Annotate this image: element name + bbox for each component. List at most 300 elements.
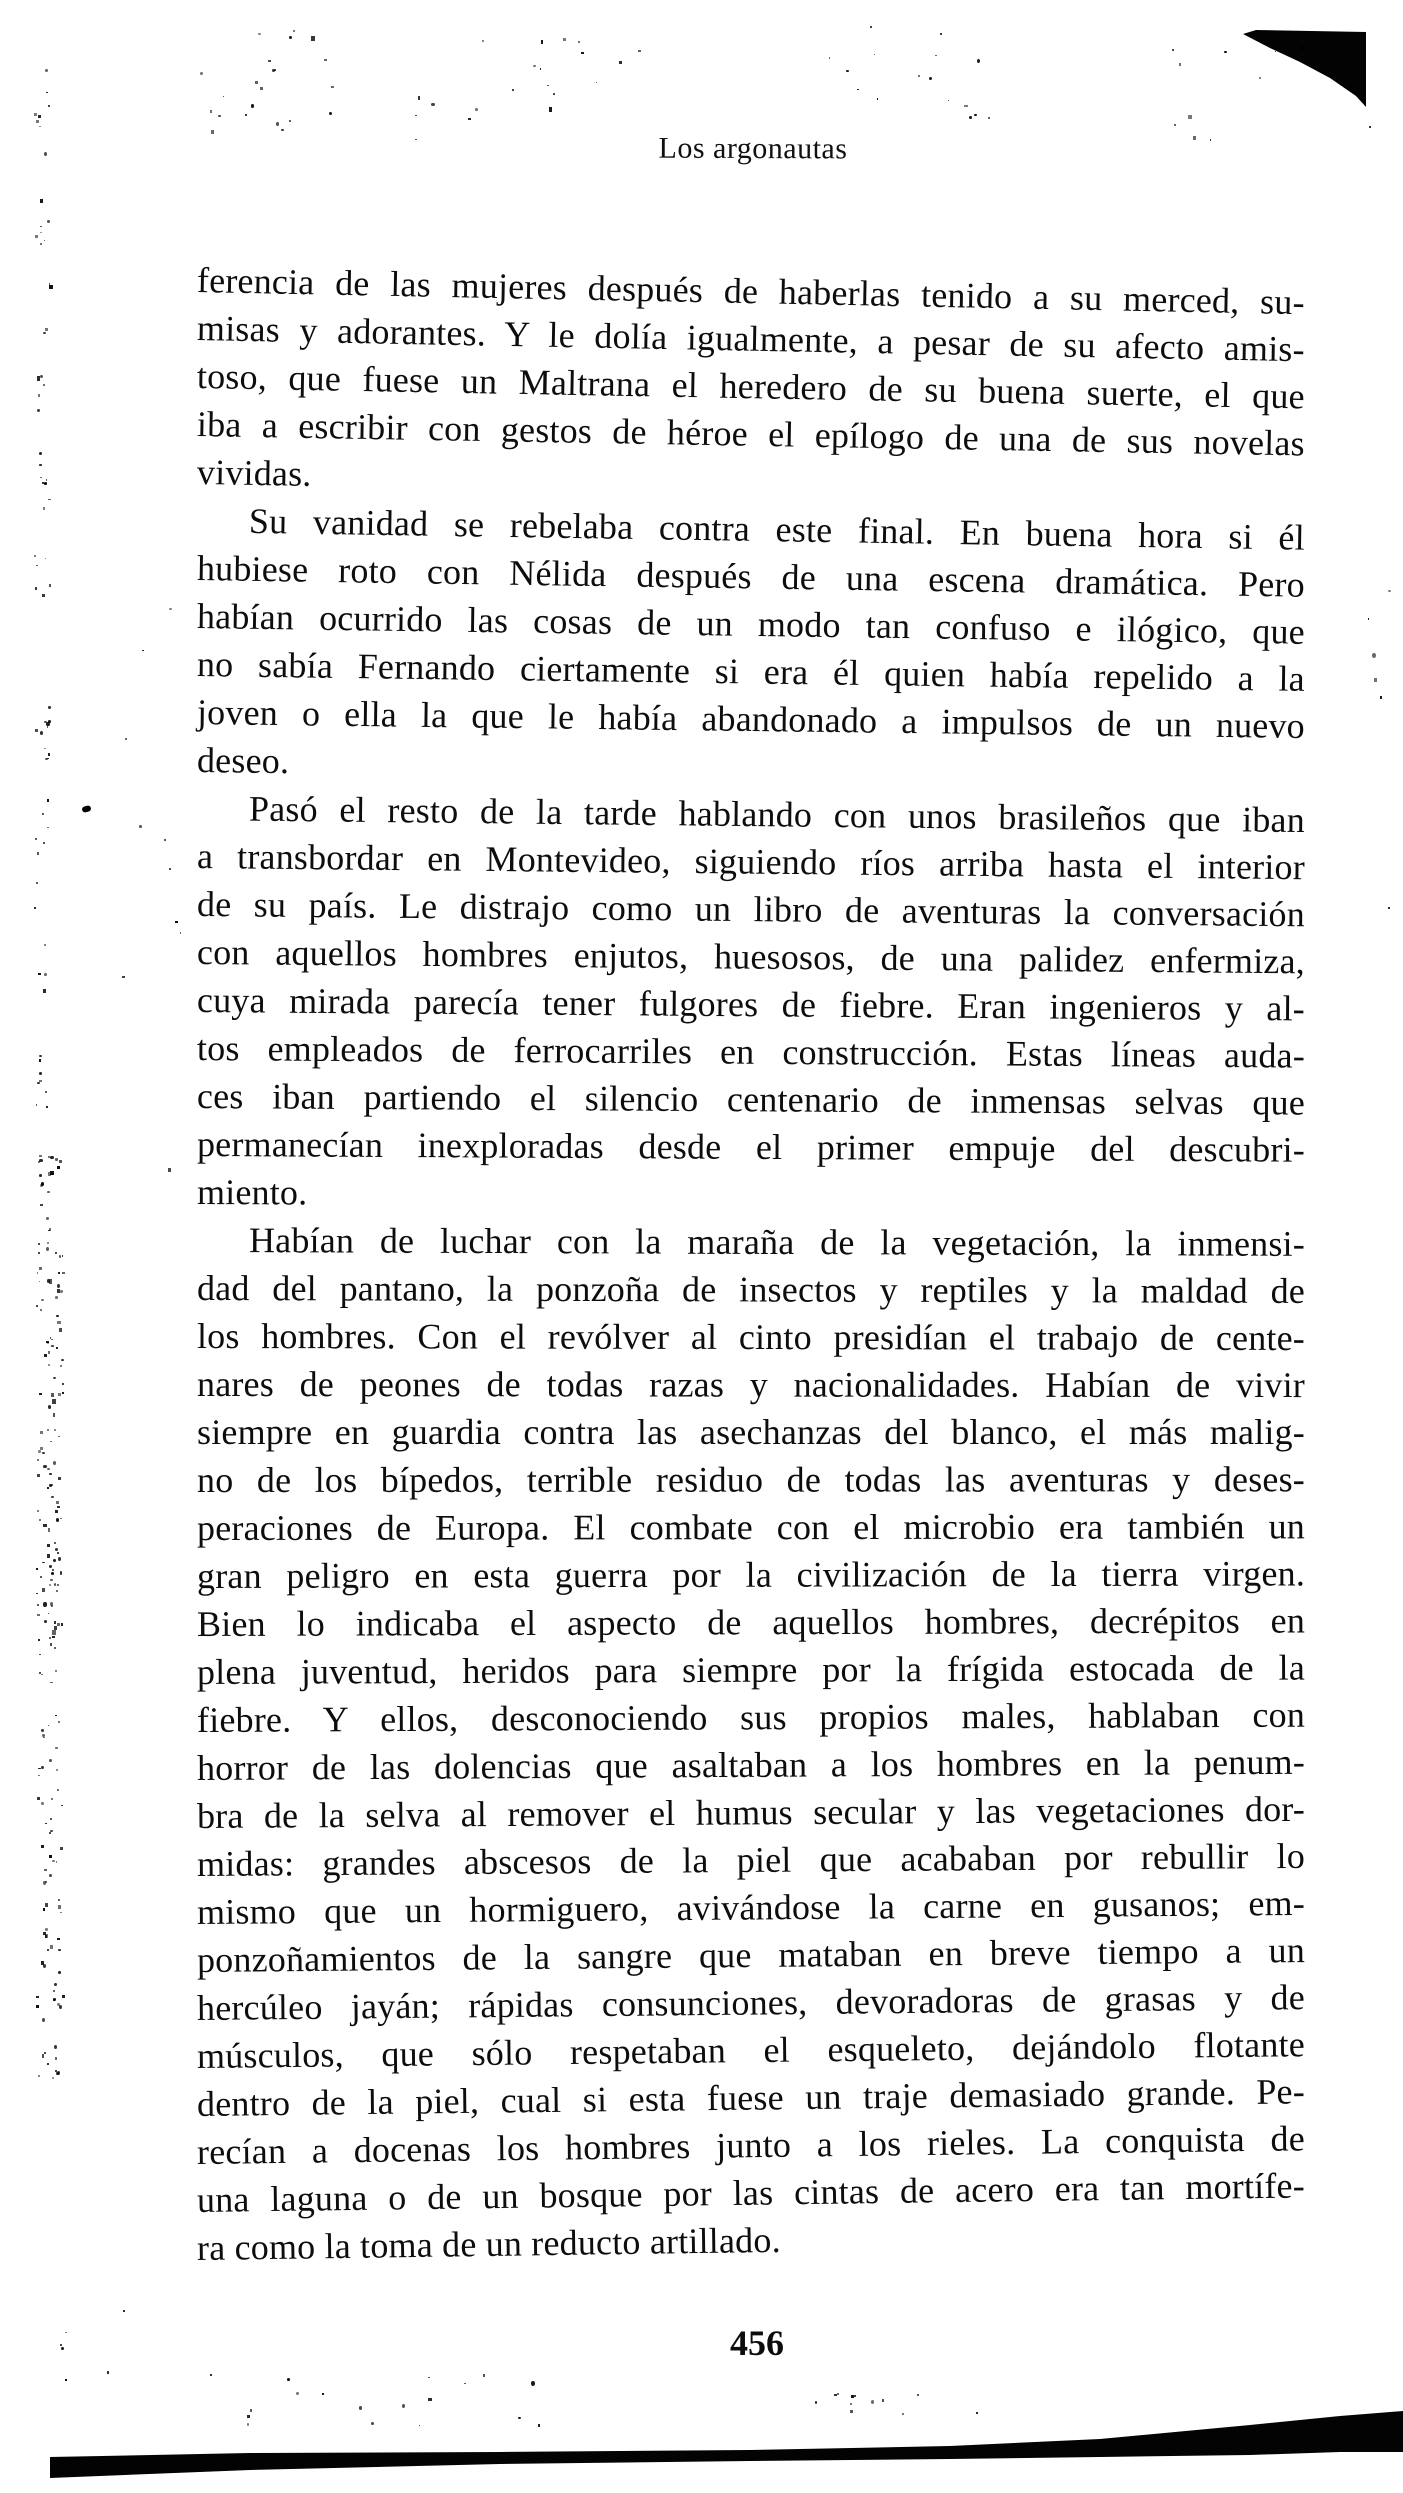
noise-dot bbox=[483, 2374, 485, 2376]
noise-dot bbox=[940, 33, 943, 35]
noise-dot bbox=[935, 55, 937, 56]
noise-dot bbox=[43, 1737, 45, 1738]
running-head-title: Los argonautas bbox=[658, 131, 848, 166]
noise-dot bbox=[139, 825, 141, 828]
noise-dot bbox=[55, 1510, 58, 1513]
noise-dot bbox=[857, 89, 859, 90]
noise-dot bbox=[49, 1855, 52, 1857]
noise-dot bbox=[42, 1734, 45, 1737]
text-line: músculos, que sólo respetaban el esqueleto, dejándolo flotante bbox=[196, 2024, 1306, 2076]
noise-dot bbox=[1388, 590, 1391, 592]
noise-dot bbox=[200, 72, 203, 75]
noise-dot bbox=[47, 827, 49, 828]
noise-dot bbox=[39, 1059, 41, 1062]
noise-dot bbox=[37, 1082, 40, 1084]
noise-dot bbox=[245, 114, 248, 116]
noise-dot bbox=[48, 105, 51, 107]
noise-dot bbox=[53, 1559, 56, 1562]
noise-dot bbox=[57, 1584, 59, 1587]
noise-dot bbox=[41, 1961, 44, 1965]
noise-dot bbox=[62, 1392, 65, 1394]
noise-dot bbox=[47, 726, 49, 728]
text-line: toso, que fuese un Maltrana el heredero de su buena suerte, el que bbox=[196, 356, 1306, 417]
noise-dot bbox=[49, 584, 51, 587]
noise-dot bbox=[58, 1971, 61, 1974]
noise-dot bbox=[1300, 46, 1303, 50]
noise-dot bbox=[58, 1949, 61, 1951]
noise-dot bbox=[49, 1874, 52, 1877]
noise-dot bbox=[56, 1518, 59, 1522]
noise-dot bbox=[65, 2379, 67, 2380]
noise-dot bbox=[60, 1365, 62, 1367]
text-line: ferencia de las mujeres después de haberlas tenido a su merced, su- bbox=[196, 260, 1306, 323]
noise-dot bbox=[168, 1168, 171, 1172]
noise-dot bbox=[44, 721, 47, 723]
noise-dot bbox=[62, 1383, 64, 1385]
noise-dot bbox=[51, 1174, 53, 1175]
noise-dot bbox=[62, 1995, 65, 1998]
noise-dot bbox=[917, 2394, 919, 2396]
noise-dot bbox=[518, 2417, 521, 2419]
text-line: no de los bípedos, terrible residuo de todas las aventuras y deses- bbox=[196, 1459, 1306, 1500]
noise-dot bbox=[123, 2310, 125, 2312]
noise-dot bbox=[540, 68, 542, 70]
noise-dot bbox=[35, 235, 38, 238]
noise-dot bbox=[51, 1605, 53, 1607]
text-line: hercúleo jayán; rápidas consunciones, devoradoras de grasas y de bbox=[196, 1977, 1306, 2028]
noise-dot bbox=[431, 103, 434, 106]
noise-dot bbox=[53, 1990, 55, 1993]
noise-dot bbox=[274, 69, 276, 71]
text-line: peraciones de Europa. El combate con el microbio era también un bbox=[196, 1506, 1306, 1548]
noise-dot bbox=[415, 115, 417, 116]
noise-dot bbox=[55, 1670, 57, 1672]
noise-dot bbox=[47, 1487, 50, 1489]
scan-corner-artifact bbox=[1243, 30, 1366, 107]
text-line: joven o ella la que le había abandonado a impulsos de un nuevo bbox=[196, 692, 1306, 746]
text-line: plena juventud, heridos para siempre por la frígida estocada de la bbox=[196, 1647, 1306, 1692]
noise-dot bbox=[974, 114, 977, 117]
noise-dot bbox=[62, 1272, 65, 1274]
noise-dot bbox=[57, 2003, 60, 2006]
noise-dot bbox=[56, 1590, 59, 1592]
noise-dot bbox=[1368, 618, 1370, 620]
noise-dot bbox=[359, 2406, 362, 2410]
noise-dot bbox=[38, 1450, 41, 1454]
noise-dot bbox=[48, 499, 50, 501]
noise-dot bbox=[531, 2381, 534, 2386]
noise-dot bbox=[39, 1393, 42, 1395]
noise-dot bbox=[976, 2412, 978, 2414]
text-line: con aquellos hombres enjutos, huesosos, de una palidez enfermiza, bbox=[196, 932, 1306, 982]
noise-dot bbox=[39, 1055, 42, 1057]
noise-dot bbox=[41, 1299, 43, 1301]
text-line: vividas. bbox=[196, 452, 312, 494]
text-line: bra de la selva al remover el humus secular y las vegetaciones dor- bbox=[196, 1788, 1306, 1836]
noise-dot bbox=[418, 96, 420, 99]
noise-dot bbox=[49, 1565, 51, 1567]
noise-dot bbox=[39, 1267, 42, 1270]
noise-dot bbox=[57, 1552, 59, 1554]
noise-dot bbox=[250, 2409, 252, 2412]
noise-dot bbox=[43, 842, 45, 844]
noise-dot bbox=[42, 2018, 45, 2022]
noise-dot bbox=[52, 1399, 55, 1404]
text-line: fiebre. Y ellos, desconociendo sus propios males, hablaban con bbox=[196, 1694, 1306, 1740]
noise-dot bbox=[51, 1496, 54, 1498]
noise-dot bbox=[34, 907, 36, 909]
noise-dot bbox=[50, 1643, 52, 1646]
noise-dot bbox=[59, 1160, 62, 1162]
noise-dot bbox=[60, 1847, 63, 1850]
noise-dot bbox=[902, 2413, 904, 2416]
noise-dot bbox=[36, 1568, 38, 1570]
noise-dot bbox=[60, 1290, 63, 1292]
noise-dot bbox=[58, 1477, 61, 1480]
text-line: ces iban partiendo el silencio centenario de inmensas selvas que bbox=[196, 1076, 1306, 1123]
noise-dot bbox=[533, 65, 536, 67]
noise-dot bbox=[371, 2422, 374, 2425]
noise-dot bbox=[834, 2394, 837, 2396]
noise-dot bbox=[43, 1524, 46, 1526]
noise-dot bbox=[36, 1996, 39, 1998]
text-line: cuya mirada parecía tener fulgores de fiebre. Eran ingenieros y al- bbox=[196, 980, 1306, 1029]
noise-dot bbox=[475, 108, 478, 111]
noise-dot bbox=[46, 92, 48, 93]
text-line: deseo. bbox=[196, 740, 290, 782]
noise-dot bbox=[47, 758, 49, 760]
text-line: dad del pantano, la ponzoña de insectos y reptiles y la maldad de bbox=[196, 1268, 1306, 1311]
noise-dot bbox=[38, 1775, 40, 1776]
noise-dot bbox=[40, 477, 42, 478]
noise-dot bbox=[34, 555, 36, 556]
noise-dot bbox=[40, 199, 43, 203]
text-line: miento. bbox=[196, 1172, 308, 1213]
noise-dot bbox=[46, 1106, 48, 1108]
noise-dot bbox=[57, 1284, 60, 1288]
noise-dot bbox=[40, 1184, 43, 1187]
noise-dot bbox=[54, 1542, 56, 1544]
noise-dot bbox=[48, 706, 50, 708]
noise-dot bbox=[36, 2005, 38, 2008]
noise-dot bbox=[36, 1593, 38, 1594]
text-line: tos empleados de ferrocarriles en construcción. Estas líneas auda- bbox=[196, 1028, 1306, 1076]
noise-dot bbox=[1172, 49, 1174, 51]
noise-dot bbox=[46, 1247, 49, 1251]
noise-dot bbox=[49, 1759, 52, 1762]
noise-dot bbox=[51, 1345, 54, 1347]
noise-dot bbox=[48, 753, 51, 755]
noise-dot bbox=[258, 33, 261, 35]
noise-dot bbox=[44, 152, 47, 156]
page-number: 456 bbox=[730, 2323, 784, 2363]
noise-dot bbox=[42, 2054, 45, 2057]
noise-dot bbox=[870, 26, 873, 28]
text-line: Su vanidad se rebelaba contra este final. En buena hora si él bbox=[248, 500, 1306, 558]
noise-dot bbox=[45, 1928, 48, 1930]
text-line: de su país. Le distrajo como un libro de aventuras la conversación bbox=[196, 884, 1306, 935]
noise-dot bbox=[54, 2045, 57, 2049]
noise-dot bbox=[1291, 47, 1293, 48]
noise-dot bbox=[40, 243, 42, 245]
noise-dot bbox=[218, 115, 221, 117]
noise-dot bbox=[538, 2424, 540, 2426]
noise-dot bbox=[47, 1554, 50, 1557]
noise-dot bbox=[40, 731, 43, 735]
noise-dot bbox=[1174, 124, 1176, 125]
noise-dot bbox=[54, 1429, 56, 1431]
noise-dot bbox=[1259, 77, 1262, 79]
noise-dot bbox=[50, 1682, 53, 1684]
noise-dot bbox=[44, 1354, 47, 1357]
noise-dot bbox=[42, 1588, 45, 1592]
noise-dot bbox=[38, 115, 41, 118]
noise-dot bbox=[1334, 59, 1336, 60]
noise-dot bbox=[60, 2344, 62, 2346]
noise-dot bbox=[1188, 115, 1191, 118]
noise-dot bbox=[1179, 63, 1182, 66]
noise-dot bbox=[47, 1242, 49, 1244]
noise-dot bbox=[56, 1769, 58, 1771]
noise-dot bbox=[1374, 678, 1377, 682]
noise-dot bbox=[51, 1339, 53, 1340]
noise-dot bbox=[56, 1861, 58, 1863]
noise-dot bbox=[596, 82, 598, 83]
noise-dot bbox=[846, 70, 849, 72]
noise-dot bbox=[58, 1905, 61, 1910]
noise-dot bbox=[57, 1321, 60, 1324]
noise-dot bbox=[49, 283, 51, 285]
noise-dot bbox=[46, 1217, 49, 1220]
noise-dot bbox=[289, 36, 292, 39]
noise-dot bbox=[58, 1436, 60, 1438]
noise-dot bbox=[48, 1613, 50, 1615]
noise-dot bbox=[35, 729, 38, 732]
noise-dot bbox=[46, 479, 48, 481]
noise-dot bbox=[44, 748, 46, 750]
noise-dot bbox=[48, 1528, 51, 1532]
noise-dot bbox=[48, 1172, 51, 1176]
text-line: nares de peones de todas razas y nacionalidades. Habían de vivir bbox=[196, 1364, 1306, 1406]
text-line: Pasó el resto de la tarde hablando con unos brasileños que iban bbox=[248, 788, 1306, 841]
text-line: mismo que un hormiguero, avivándose la carne en gusanos; em- bbox=[196, 1882, 1306, 1932]
noise-dot bbox=[210, 2374, 212, 2376]
noise-dot bbox=[428, 2398, 431, 2401]
noise-dot bbox=[39, 1519, 41, 1521]
noise-dot bbox=[37, 1272, 39, 1274]
noise-dot bbox=[49, 1279, 52, 1284]
noise-dot bbox=[52, 1569, 54, 1571]
noise-dot bbox=[39, 126, 41, 127]
noise-dot bbox=[53, 1999, 55, 2001]
noise-dot bbox=[125, 738, 127, 740]
noise-dot bbox=[1380, 696, 1382, 699]
noise-dot bbox=[47, 1949, 49, 1951]
noise-dot bbox=[37, 852, 39, 855]
text-line: ponzoñamientos de la sangre que mataban en breve tiempo a un bbox=[196, 1930, 1306, 1980]
text-line: iba a escribir con gestos de héroe el epílogo de una de sus novelas bbox=[196, 404, 1306, 464]
noise-dot bbox=[415, 139, 417, 141]
noise-dot bbox=[48, 1405, 51, 1409]
noise-dot bbox=[41, 1729, 44, 1731]
noise-dot bbox=[578, 41, 580, 43]
noise-dot bbox=[43, 384, 45, 386]
noise-dot bbox=[60, 1912, 62, 1913]
noise-dot bbox=[54, 1621, 56, 1623]
noise-dot bbox=[482, 40, 484, 41]
noise-dot bbox=[37, 1797, 40, 1800]
noise-dot bbox=[46, 1341, 49, 1343]
noise-dot bbox=[39, 452, 42, 455]
noise-dot bbox=[54, 1983, 57, 1986]
noise-dot bbox=[247, 2415, 250, 2418]
noise-dot bbox=[1388, 907, 1391, 909]
noise-dot bbox=[49, 1473, 51, 1475]
noise-dot bbox=[871, 2400, 874, 2404]
noise-dot bbox=[54, 1647, 56, 1649]
noise-dot bbox=[977, 59, 980, 63]
noise-dot bbox=[51, 1798, 53, 1800]
noise-dot bbox=[874, 54, 876, 55]
noise-dot bbox=[1328, 53, 1330, 56]
noise-dot bbox=[45, 1934, 48, 1938]
noise-dot bbox=[55, 1252, 57, 1254]
noise-dot bbox=[57, 1789, 59, 1790]
noise-dot bbox=[47, 2063, 49, 2064]
noise-dot bbox=[549, 107, 552, 111]
noise-dot bbox=[57, 1166, 60, 1169]
noise-dot bbox=[48, 1725, 50, 1726]
noise-dot bbox=[43, 332, 46, 334]
text-line: siempre en guardia contra las asechanzas del blanco, el más malig- bbox=[196, 1412, 1306, 1453]
noise-dot bbox=[311, 36, 314, 40]
noise-dot bbox=[43, 507, 45, 510]
noise-dot bbox=[581, 52, 583, 55]
noise-dot bbox=[37, 1459, 39, 1462]
noise-dot bbox=[882, 2399, 884, 2402]
noise-dot bbox=[251, 104, 254, 107]
noise-dot bbox=[65, 2332, 67, 2333]
noise-dot bbox=[55, 2057, 58, 2060]
text-line: a transbordar en Montevideo, siguiendo ríos arriba hasta el interior bbox=[196, 836, 1306, 888]
noise-dot bbox=[53, 1377, 56, 1379]
noise-dot bbox=[324, 59, 326, 61]
noise-dot bbox=[48, 1351, 50, 1353]
noise-dot bbox=[61, 2347, 64, 2350]
noise-dot bbox=[50, 1441, 52, 1443]
noise-dot bbox=[49, 1584, 51, 1586]
noise-dot bbox=[281, 129, 284, 131]
noise-dot bbox=[56, 1501, 59, 1505]
text-line: midas: grandes abscesos de la piel que acababan por rebullir lo bbox=[196, 1835, 1306, 1884]
noise-dot bbox=[40, 1431, 43, 1434]
noise-dot bbox=[37, 1510, 39, 1512]
text-line: una laguna o de un bosque por las cintas de acero era tan mortífe- bbox=[196, 2165, 1306, 2220]
noise-dot bbox=[61, 1623, 63, 1626]
noise-dot bbox=[38, 394, 40, 397]
noise-dot bbox=[829, 57, 831, 59]
noise-dot bbox=[1210, 139, 1212, 141]
noise-dot bbox=[49, 1832, 51, 1833]
noise-dot bbox=[43, 1602, 46, 1606]
noise-dot bbox=[41, 1845, 43, 1848]
noise-dot bbox=[169, 608, 172, 610]
noise-dot bbox=[56, 1347, 59, 1350]
noise-dot bbox=[255, 81, 258, 84]
noise-dot bbox=[49, 285, 52, 289]
noise-dot bbox=[52, 1630, 55, 1634]
noise-dot bbox=[38, 1639, 40, 1641]
text-line: hubiese roto con Nélida después de una escena dramática. Pero bbox=[196, 548, 1306, 605]
text-line: dentro de la piel, cual si esta fuese un traje demasiado grande. Pe- bbox=[196, 2071, 1306, 2124]
noise-dot bbox=[107, 2371, 109, 2374]
noise-dot bbox=[48, 1364, 51, 1367]
noise-dot bbox=[815, 2401, 817, 2404]
noise-dot bbox=[45, 558, 47, 559]
noise-dot bbox=[45, 69, 48, 72]
noise-dot bbox=[50, 1579, 53, 1582]
noise-dot bbox=[40, 232, 42, 233]
noise-dot bbox=[948, 100, 950, 101]
noise-dot bbox=[58, 1899, 60, 1901]
noise-dot bbox=[1224, 51, 1227, 53]
noise-dot bbox=[42, 813, 44, 815]
noise-dot bbox=[60, 1571, 63, 1575]
noise-dot bbox=[55, 1747, 58, 1749]
noise-dot bbox=[36, 1305, 38, 1307]
noise-dot bbox=[35, 838, 37, 839]
noise-dot bbox=[929, 77, 932, 80]
noise-dot bbox=[57, 1938, 60, 1940]
noise-dot bbox=[547, 85, 549, 87]
noise-dot bbox=[52, 1636, 55, 1638]
noise-dot bbox=[428, 2377, 430, 2379]
noise-dot bbox=[331, 86, 334, 89]
noise-dot bbox=[44, 1869, 47, 1871]
noise-dot bbox=[175, 921, 177, 923]
noise-dot bbox=[53, 1413, 56, 1416]
noise-dot bbox=[37, 409, 40, 412]
noise-dot bbox=[42, 482, 44, 484]
noise-dot bbox=[58, 1272, 60, 1274]
noise-dot bbox=[55, 1715, 57, 1716]
noise-dot bbox=[57, 2071, 60, 2075]
noise-dot bbox=[55, 1548, 58, 1551]
noise-dot bbox=[512, 89, 514, 91]
noise-dot bbox=[964, 105, 967, 107]
noise-dot bbox=[40, 375, 43, 378]
noise-dot bbox=[36, 565, 38, 566]
noise-dot bbox=[329, 112, 332, 115]
text-line: los hombres. Con el revólver al cinto presidían el trabajo de cente- bbox=[196, 1316, 1306, 1359]
noise-dot bbox=[35, 587, 37, 589]
noise-dot bbox=[41, 1674, 43, 1675]
noise-dot bbox=[289, 120, 291, 122]
noise-dot bbox=[51, 1393, 54, 1397]
noise-dot bbox=[45, 1903, 48, 1907]
noise-dot bbox=[37, 376, 40, 380]
noise-dot bbox=[47, 1468, 50, 1470]
noise-dot bbox=[268, 60, 271, 63]
noise-dot bbox=[210, 110, 212, 113]
noise-dot bbox=[58, 1393, 60, 1396]
noise-dot bbox=[36, 1104, 38, 1106]
noise-dot bbox=[42, 594, 45, 597]
noise-dot bbox=[40, 1309, 42, 1311]
noise-dot bbox=[180, 932, 182, 934]
text-line: recían a docenas los hombres junto a los rieles. La conquista de bbox=[196, 2118, 1306, 2172]
noise-dot bbox=[48, 720, 50, 723]
